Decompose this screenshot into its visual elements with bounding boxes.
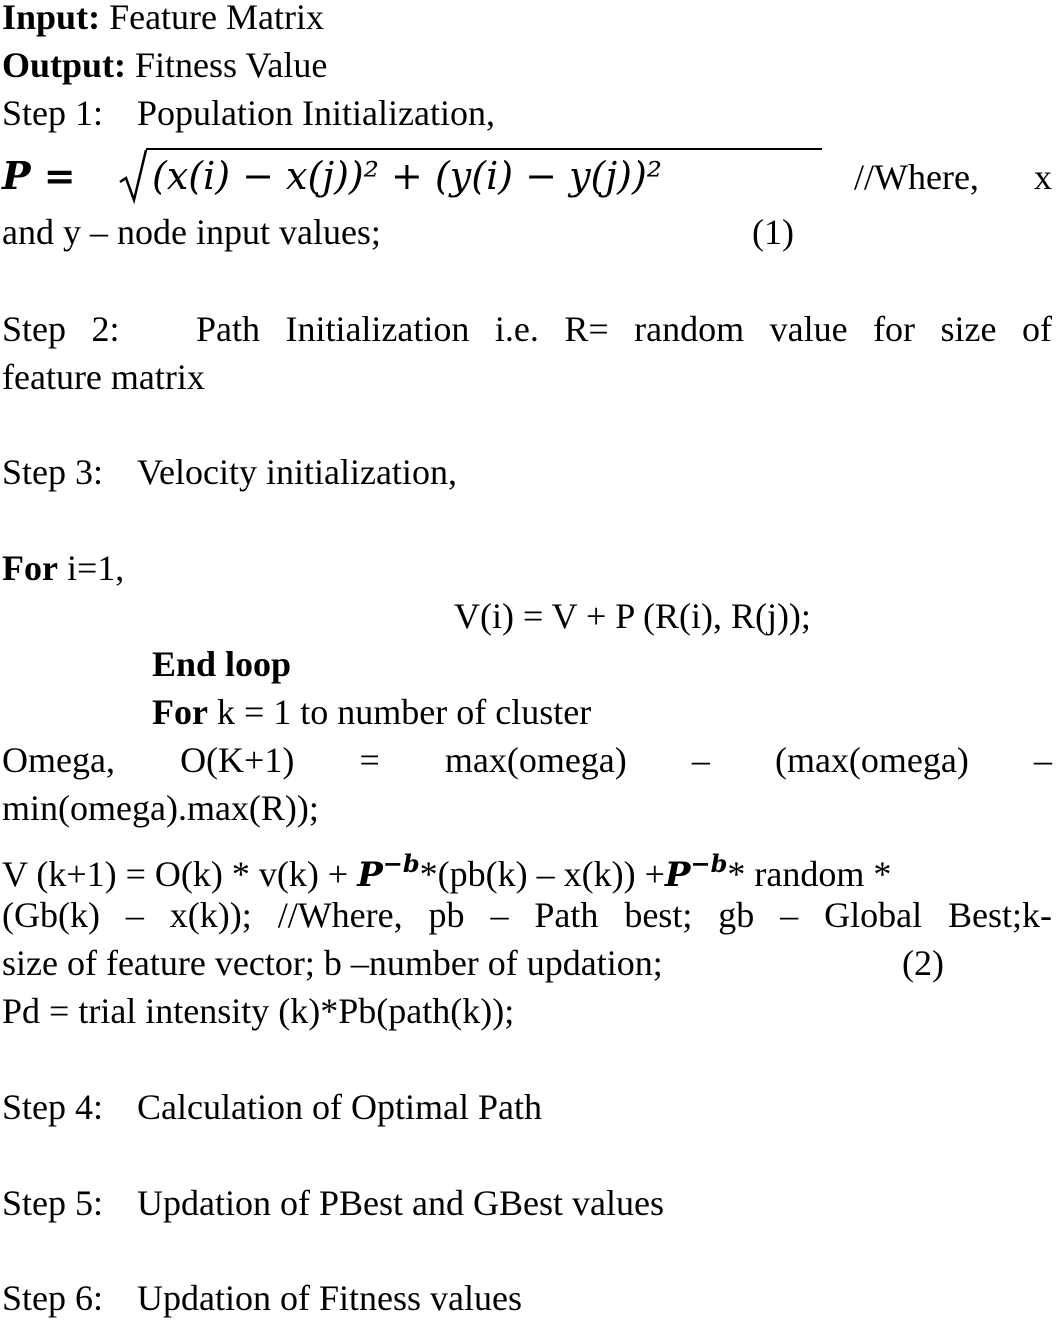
eq2-part-c: * random * bbox=[727, 854, 892, 894]
input-label: Input: bbox=[2, 0, 101, 37]
end-loop bbox=[152, 640, 291, 688]
step5-line bbox=[2, 1179, 664, 1227]
step3-text: Velocity initialization, bbox=[137, 452, 457, 492]
omega-word: max(omega) bbox=[444, 740, 627, 780]
eq2-part-a: V (k+1) = O(k) * v(k) + bbox=[2, 854, 358, 894]
equation-1 bbox=[2, 148, 1052, 206]
sqrt-sign-icon bbox=[118, 148, 148, 206]
step3-label: Step 3: bbox=[2, 452, 104, 492]
step5-text: Updation of PBest and GBest values bbox=[137, 1183, 664, 1223]
eq1-rhs: (x(i) − x(j))² + (y(i) − y(j))² bbox=[152, 154, 663, 198]
omega-line bbox=[2, 736, 1052, 784]
step4-text: Calculation of Optimal Path bbox=[137, 1087, 542, 1127]
eq1-line2-text: and y – node input values; bbox=[2, 212, 381, 252]
omega-word: (max(omega) bbox=[774, 740, 969, 780]
step2-cont: feature matrix bbox=[2, 357, 205, 397]
output-label: Output: bbox=[2, 45, 127, 85]
p-base: P bbox=[664, 855, 691, 895]
for-i-text: i=1, bbox=[57, 548, 125, 588]
step6-text: Updation of Fitness values bbox=[137, 1278, 522, 1318]
omega-word: – bbox=[691, 740, 710, 780]
eq2-line3: size of feature vector; b –number of updation; bbox=[2, 943, 663, 983]
velocity-equation: V(i) = V + P (R(i), R(j)); bbox=[454, 596, 811, 636]
pd-line: Pd = trial intensity (k)*Pb(path(k)); bbox=[2, 991, 515, 1031]
for-i-line bbox=[2, 544, 124, 592]
step1-text: Population Initialization, bbox=[137, 93, 495, 133]
for-k-text: k = 1 to number of cluster bbox=[207, 692, 592, 732]
step2-line bbox=[2, 305, 1052, 353]
step1-line bbox=[2, 89, 495, 137]
omega-word: = bbox=[359, 740, 380, 780]
p-exponent: −b bbox=[382, 849, 420, 878]
omega-line2: min(omega).max(R)); bbox=[2, 788, 319, 828]
eq2-part-b: *(pb(k) – x(k)) + bbox=[419, 854, 665, 894]
step4-label: Step 4: bbox=[2, 1087, 104, 1127]
omega-word: O(K+1) bbox=[180, 740, 295, 780]
eq1-comment: //Where, bbox=[854, 157, 979, 197]
input-line bbox=[2, 0, 324, 41]
p-power-term bbox=[357, 849, 420, 895]
eq1-lhs: P = bbox=[2, 153, 76, 198]
step2-text: Path Initialization i.e. R= random value for size of bbox=[195, 309, 1052, 349]
step6-label: Step 6: bbox=[2, 1278, 104, 1318]
eq2-number: (2) bbox=[902, 943, 944, 983]
p-base: P bbox=[357, 855, 383, 895]
step2-label: Step 2: bbox=[2, 309, 120, 349]
sqrt-overline bbox=[146, 148, 822, 150]
for-i-keyword: For bbox=[2, 548, 58, 588]
p-power-term bbox=[664, 849, 728, 895]
p-exponent: −b bbox=[690, 849, 728, 878]
for-k-line bbox=[152, 688, 591, 736]
output-text: Fitness Value bbox=[126, 45, 328, 85]
omega-word: Omega, bbox=[2, 740, 115, 780]
step1-label: Step 1: bbox=[2, 93, 104, 133]
step3-line bbox=[2, 448, 457, 496]
step5-label: Step 5: bbox=[2, 1183, 104, 1223]
end-loop-keyword: End loop bbox=[152, 644, 292, 684]
step4-line bbox=[2, 1083, 542, 1131]
step6-line bbox=[2, 1274, 522, 1322]
for-k-keyword: For bbox=[152, 692, 208, 732]
eq1-number: (1) bbox=[752, 212, 794, 252]
eq2-line2: (Gb(k) – x(k)); //Where, pb – Path best; gb – Global Best;k- bbox=[2, 895, 1052, 935]
eq1-line2 bbox=[2, 208, 381, 256]
input-text: Feature Matrix bbox=[100, 0, 324, 37]
omega-word: – bbox=[1033, 740, 1052, 780]
output-line bbox=[2, 41, 327, 89]
eq1-comment-end: x bbox=[1034, 157, 1052, 197]
